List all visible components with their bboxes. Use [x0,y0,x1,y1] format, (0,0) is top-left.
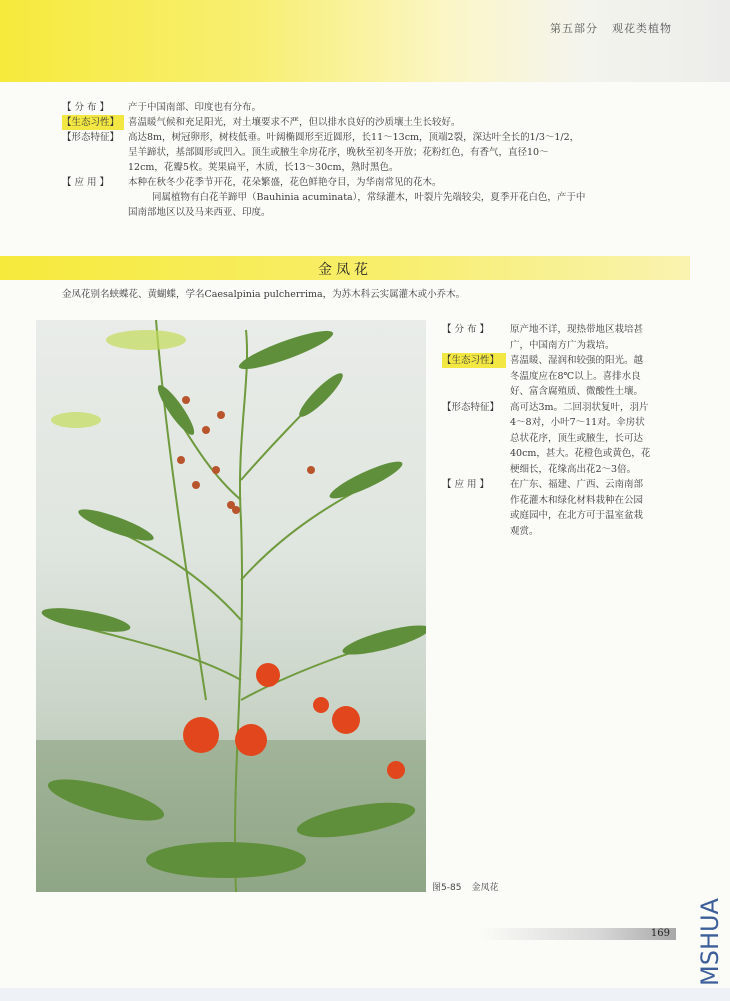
entry-details [442,322,674,539]
row-text: 产于中国南部、印度也有分布。 [128,102,262,113]
bottom-strip [0,988,730,1001]
note-text: 同属植物有白花羊蹄甲（Bauhinia acuminata），常绿灌木，叶裂片先端较尖，夏季开花白色，产于中 [152,192,586,203]
section-label: 第五部分 [550,22,598,35]
row-application [442,477,674,539]
row-morphology [442,400,674,478]
line: 原产地不详，现热带地区栽培甚 [510,324,644,335]
plant-illustration [36,320,426,892]
row-text [506,477,674,539]
prev-row-ecology [62,115,662,130]
row-ecology [442,353,674,400]
tag-application: 【 应 用 】 [62,177,110,188]
entry-intro: 金凤花别名蛱蝶花、黄蝴蝶，学名Caesalpinia pulcherrima，为苏木科云实属灌木或小乔木。 [62,289,466,300]
line: 总状花序，顶生或腋生，长可达 [510,432,644,444]
line: 在广东、福建、广西、云南南部 [510,479,644,490]
row-text: 12cm，花瓣5枚。荚果扁平，木质，长13～30cm，熟时黑色。 [128,162,399,173]
svg-text:MSHUA: MSHUA [696,898,724,986]
prev-row-morphology [62,130,662,145]
row-text: 本种在秋冬少花季节开花，花朵繁盛，花色鲜艳夺目，为华南常见的花木。 [128,177,442,188]
row-text: 喜温暖气候和充足阳光，对土壤要求不严，但以排水良好的沙质壤土生长较好。 [128,117,461,128]
entry-title: 金凤花 [318,262,372,278]
prev-row-distribution [62,100,662,115]
page-number: 169 [650,928,670,939]
line: 观赏。 [510,525,539,537]
line: 高可达3m。二回羽状复叶，羽片 [510,401,649,413]
prev-row-application [62,175,662,190]
entry-title-band [0,256,690,280]
line: 喜温暖、湿润和较强的阳光。越 [510,355,644,366]
watermark [688,880,728,990]
category-label: 观花类植物 [612,22,672,35]
line: 广，中国南方广为栽培。 [510,339,615,351]
row-text: 高达8m，树冠卵形，树枝低垂。叶阔椭圆形至近圆形，长11～13cm，顶端2裂，深达叶全长的1/3～1/2， [128,132,580,143]
row-distribution [442,322,674,353]
page-number-bar [480,928,676,940]
tag-ecology: 【生态习性】 [442,353,506,368]
row-text [506,353,674,400]
watermark-logo [688,880,728,990]
tag-morphology: 【形态特征】 [62,132,120,143]
tag-morphology: 【形态特征】 [442,401,500,413]
line: 40cm，甚大。花橙色或黄色，花 [510,448,651,459]
row-text [506,322,674,353]
figure-title: 金凤花 [471,883,499,893]
line: 冬温度应在8℃以上。喜排水良 [510,370,641,382]
line: 4～8对，小叶7～11对。伞房状 [510,417,645,428]
note-text: 国南部地区以及马来西亚、印度。 [128,207,271,218]
plant-photo [36,320,426,892]
previous-entry [62,100,662,220]
line: 作花灌木和绿化材料栽种在公园 [510,494,644,506]
row-text: 呈羊蹄状，基部圆形或凹入。顶生或腋生伞房花序，晚秋至初冬开放；花粉红色，有香气，直径10～ [128,147,549,158]
line: 好、富含腐殖质、微酸性土壤。 [510,386,644,397]
figure-number: 图5-85 [432,883,462,893]
figure-caption [432,880,498,893]
header-band [0,0,730,82]
running-header [536,20,672,36]
row-text [506,400,674,478]
tag-distribution: 【 分 布 】 [62,102,110,113]
tag-distribution: 【 分 布 】 [442,324,490,335]
line: 梗细长，花缘高出花2～3倍。 [510,463,637,475]
tag-ecology: 【生态习性】 [62,115,124,130]
line: 或庭园中，在北方可于温室盆栽 [510,510,644,521]
tag-application: 【 应 用 】 [442,479,490,490]
